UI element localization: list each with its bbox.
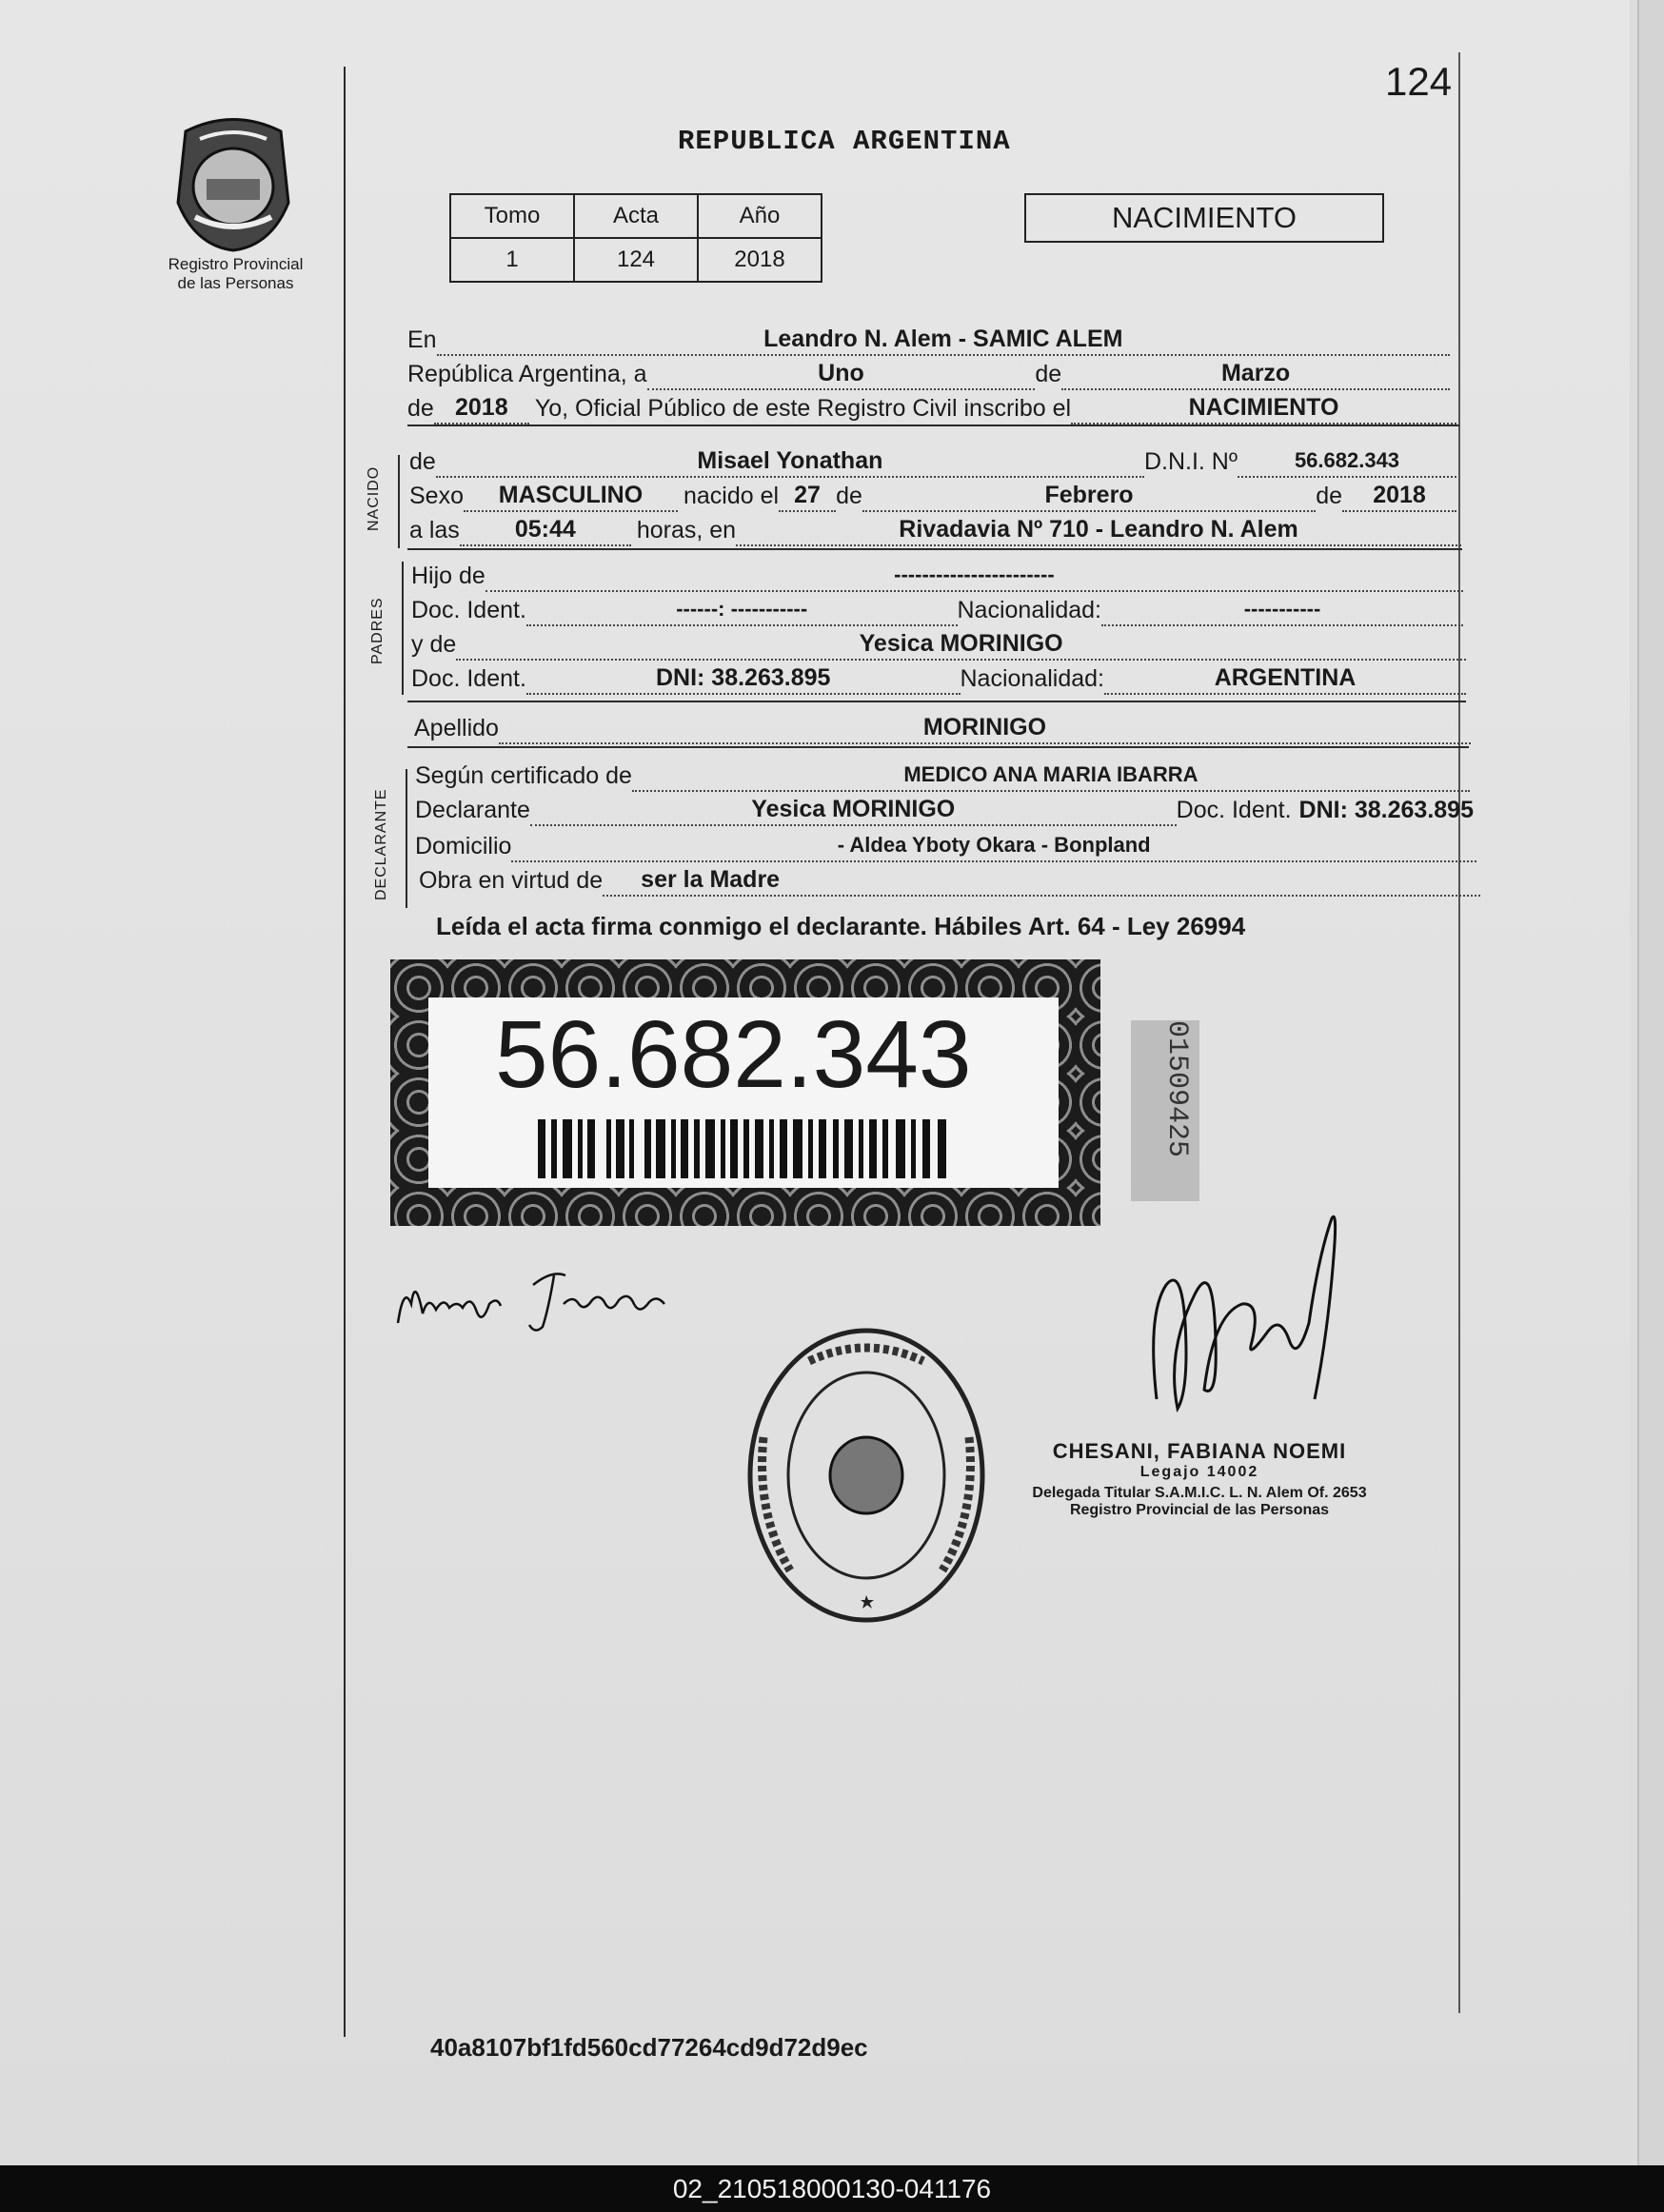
doc2-value: DNI: 38.263.895 <box>526 664 961 695</box>
barcode-icon <box>538 1119 957 1178</box>
acta-header: Acta <box>574 194 698 238</box>
hora-label: a las <box>409 517 460 543</box>
document-title: REPUBLICA ARGENTINA <box>678 126 1011 157</box>
nac2-value: ARGENTINA <box>1104 664 1466 695</box>
republica-label: República Argentina, a <box>407 361 647 387</box>
scan-filename-bar: 02_210518000130-041176 <box>0 2165 1664 2212</box>
day-value: Uno <box>647 360 1036 390</box>
declarante-section-label: DECLARANTE <box>373 788 389 900</box>
lugar-value: Rivadavia Nº 710 - Leandro N. Alem <box>736 516 1461 546</box>
row-nacido-nombre <box>409 447 1456 478</box>
cert-value: MEDICO ANA MARIA IBARRA <box>632 761 1470 792</box>
official-delegation: Delegada Titular S.A.M.I.C. L. N. Alem Of. 2653 <box>1032 1485 1367 1501</box>
year-value: 2018 <box>434 394 529 425</box>
row-doc1 <box>411 596 1463 626</box>
inscribo-value: NACIMIENTO <box>1071 394 1456 425</box>
record-table-header-row <box>450 194 822 238</box>
declarante-label: Declarante <box>415 797 530 823</box>
nac1-label: Nacionalidad: <box>957 597 1101 623</box>
row-yde <box>411 630 1466 661</box>
serial-label <box>1131 1020 1199 1201</box>
year-label: de <box>407 395 434 422</box>
official-name: CHESANI, FABIANA NOEMI <box>1052 1439 1347 1463</box>
record-table-value-row <box>450 238 822 282</box>
birth-day-value: 27 <box>779 482 836 512</box>
registry-label-line1: Registro Provincial <box>168 255 304 273</box>
nacido-bracket <box>398 455 400 548</box>
hijo-label: Hijo de <box>411 563 485 589</box>
stamp-dni-number: 56.682.343 <box>495 1001 972 1108</box>
birth-de2-label: de <box>1316 483 1342 509</box>
sexo-label: Sexo <box>409 483 464 509</box>
left-margin-line <box>344 67 346 2037</box>
month-value: Marzo <box>1061 360 1450 390</box>
right-margin-line <box>1458 52 1460 2013</box>
row-hijo <box>411 562 1463 592</box>
registry-label <box>143 255 328 293</box>
domicilio-label: Domicilio <box>415 833 512 859</box>
stamp-label <box>428 997 1059 1188</box>
separator-line <box>407 548 1462 550</box>
doc1-value: ------: ----------- <box>526 596 958 626</box>
decl-doc-value: DNI: 38.263.895 <box>1298 797 1474 823</box>
anio-value: 2018 <box>698 238 822 282</box>
nac2-label: Nacionalidad: <box>960 665 1104 692</box>
row-doc2 <box>411 664 1466 695</box>
de-label: de <box>1035 361 1062 387</box>
birth-month-value: Febrero <box>862 482 1316 512</box>
separator-line <box>407 425 1459 426</box>
en-label: En <box>407 326 437 353</box>
doc2-label: Doc. Ident. <box>411 665 526 692</box>
row-fecha <box>407 360 1450 390</box>
dni-label: D.N.I. Nº <box>1143 448 1238 475</box>
domicilio-value: - Aldea Yboty Okara - Bonpland <box>511 832 1476 862</box>
hijo-value: ----------------------- <box>485 562 1463 592</box>
nacido-name-value: Misael Yonathan <box>436 447 1144 478</box>
record-type-box: NACIMIENTO <box>1024 193 1384 243</box>
declarante-signature <box>390 1247 676 1352</box>
registry-label-line2: de las Personas <box>177 274 294 292</box>
yde-label: y de <box>411 631 457 658</box>
official-stamp <box>985 1439 1414 1519</box>
official-registry: Registro Provincial de las Personas <box>1069 1502 1330 1518</box>
official-signature <box>1128 1199 1366 1437</box>
en-value: Leandro N. Alem - SAMIC ALEM <box>437 326 1450 356</box>
legal-notice: Leída el acta firma conmigo el declarante. Hábiles Art. 64 - Ley 26994 <box>436 912 1246 940</box>
official-legajo: Legajo 14002 <box>1139 1464 1259 1480</box>
tomo-value: 1 <box>450 238 574 282</box>
obra-value: ser la Madre <box>603 866 1480 897</box>
decl-doc-label: Doc. Ident. <box>1176 797 1292 823</box>
apellido-label: Apellido <box>414 715 499 741</box>
stamp-serial-number: 01509425 <box>1160 1020 1193 1158</box>
row-nacido-sexo <box>409 482 1456 512</box>
hora-value: 05:44 <box>460 516 631 546</box>
row-declarante <box>415 796 1474 826</box>
acta-value: 124 <box>574 238 698 282</box>
separator-line <box>407 746 1469 748</box>
declarante-value: Yesica MORINIGO <box>530 796 1177 826</box>
tomo-header: Tomo <box>450 194 574 238</box>
cert-label: Según certificado de <box>415 762 632 789</box>
row-domicilio <box>415 832 1476 862</box>
doc1-label: Doc. Ident. <box>411 597 526 623</box>
obra-label: Obra en virtud de <box>419 867 604 894</box>
separator-line <box>407 701 1466 702</box>
sexo-value: MASCULINO <box>464 482 678 512</box>
record-table <box>449 193 822 283</box>
nacido-de-label: de <box>409 448 436 475</box>
nacido-el-label: nacido el <box>683 483 780 509</box>
birth-de1-label: de <box>836 483 862 509</box>
horas-en-label: horas, en <box>636 517 737 543</box>
anio-header: Año <box>698 194 822 238</box>
row-en <box>407 326 1450 356</box>
inscribo-label: Yo, Oficial Público de este Registro Civil inscribo el <box>534 395 1072 422</box>
nac1-value: ----------- <box>1101 596 1463 626</box>
row-apellido <box>414 714 1471 744</box>
row-obra <box>419 866 1480 897</box>
row-nacido-hora <box>409 516 1461 546</box>
declarante-bracket <box>406 769 407 908</box>
nacido-section-label: NACIDO <box>366 465 382 531</box>
row-certificado <box>415 761 1470 792</box>
registry-circular-seal <box>743 1323 990 1628</box>
padres-bracket <box>402 562 404 695</box>
page-number: 124 <box>1385 59 1453 104</box>
birth-year-value: 2018 <box>1342 482 1456 512</box>
background-sheet-edge <box>1637 0 1664 2165</box>
apellido-value: MORINIGO <box>499 714 1471 744</box>
yde-value: Yesica MORINIGO <box>456 630 1466 661</box>
padres-section-label: PADRES <box>369 597 386 664</box>
row-inscribo <box>407 394 1456 425</box>
hash-code: 40a8107bf1fd560cd77264cd9d72d9ec <box>430 2033 868 2062</box>
dni-stamp <box>390 959 1100 1226</box>
dni-value: 56.682.343 <box>1238 447 1456 478</box>
province-seal-icon <box>167 112 300 255</box>
